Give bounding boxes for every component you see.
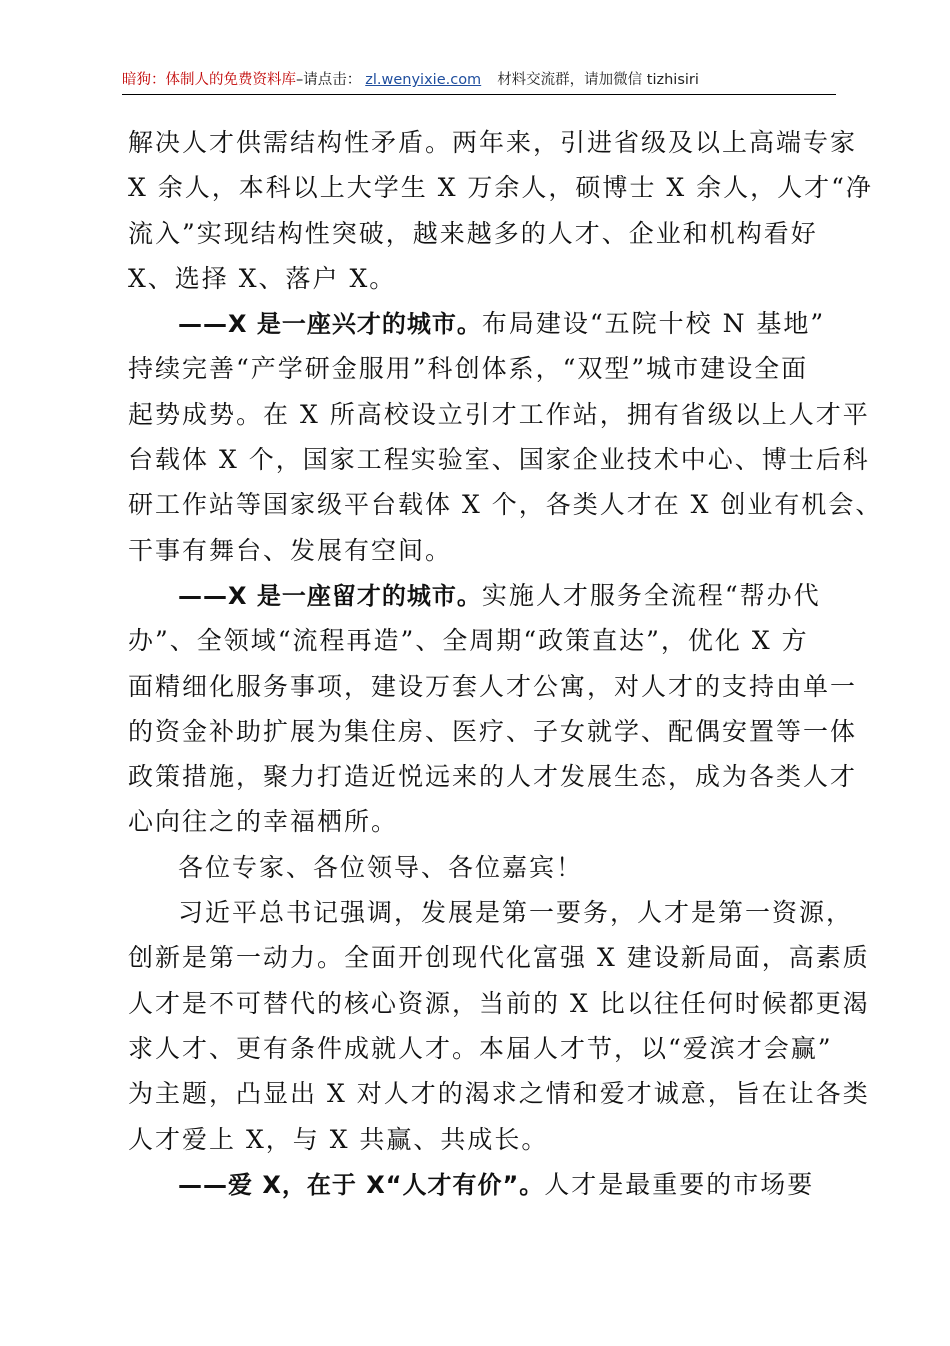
text-line: 心向往之的幸福栖所。 bbox=[128, 807, 399, 837]
click-prompt: –请点击： bbox=[296, 72, 362, 88]
text-line: 的资金补助扩展为集住房、医疗、子女就学、配偶安置等一体 bbox=[128, 716, 858, 746]
text-line: 政策措施，聚力打造近悦远来的人才发展生态，成为各类人才 bbox=[128, 762, 858, 792]
text-line: ——X 是一座兴才的城市。布局建设“五院十校 N 基地” bbox=[178, 309, 826, 339]
text-line: ——爱 X，在于 X“人才有价”。人才是最重要的市场要 bbox=[178, 1169, 815, 1199]
document-body bbox=[128, 120, 883, 1207]
section-heading: ——X 是一座兴才的城市。 bbox=[178, 310, 482, 339]
text-line: 为主题，凸显出 X 对人才的渴求之情和爱才诚意，旨在让各类 bbox=[128, 1079, 870, 1109]
text-line: 解决人才供需结构性矛盾。两年来，引进省级及以上高端专家 bbox=[128, 128, 858, 157]
text-line: 面精细化服务事项，建设万套人才公寓，对人才的支持由单一 bbox=[128, 671, 858, 701]
site-link[interactable]: zl.wenyixie.com bbox=[365, 72, 482, 88]
ad-text: 暗狗：体制人的免费资料库 bbox=[122, 72, 296, 88]
text-line: 人才是不可替代的核心资源，当前的 X 比以往任何时候都更渴 bbox=[128, 988, 870, 1018]
text-line: X 余人，本科以上大学生 X 万余人，硕博士 X 余人，人才“净 bbox=[128, 173, 873, 203]
text-line: ——X 是一座留才的城市。实施人才服务全流程“帮办代 bbox=[178, 580, 821, 610]
section-heading: ——爱 X，在于 X“人才有价”。 bbox=[178, 1170, 545, 1199]
section-heading: ——X 是一座留才的城市。 bbox=[178, 581, 482, 610]
text-line: 求人才、更有条件成就人才。本届人才节，以“爱滨才会赢” bbox=[128, 1033, 833, 1063]
text-line: 办”、全领域“流程再造”、全周期“政策直达”，优化 X 方 bbox=[128, 626, 809, 656]
text-line: 持续完善“产学研金服用”科创体系，“双型”城市建设全面 bbox=[128, 354, 809, 384]
wechat-group-text: 材料交流群，请加微信 tizhisiri bbox=[497, 72, 699, 88]
text-line: 人才爱上 X，与 X 共赢、共成长。 bbox=[128, 1124, 549, 1154]
text-line: 研工作站等国家级平台载体 X 个，各类人才在 X 创业有机会、 bbox=[128, 490, 883, 520]
text-line: 起势成势。在 X 所高校设立引才工作站，拥有省级以上人才平 bbox=[128, 399, 870, 429]
text-line: 干事有舞台、发展有空间。 bbox=[128, 535, 453, 565]
header-banner bbox=[122, 68, 836, 94]
text-line: 习近平总书记强调，发展是第一要务，人才是第一资源， bbox=[178, 898, 854, 928]
text-line: X、选择 X、落户 X。 bbox=[128, 263, 397, 293]
text-line: 台载体 X 个，国家工程实验室、国家企业技术中心、博士后科 bbox=[128, 445, 870, 475]
text-line: 流入”实现结构性突破，越来越多的人才、企业和机构看好 bbox=[128, 218, 818, 248]
text-line: 各位专家、各位领导、各位嘉宾！ bbox=[178, 852, 584, 882]
text-line: 创新是第一动力。全面开创现代化富强 X 建设新局面，高素质 bbox=[128, 943, 870, 973]
header-divider bbox=[122, 94, 836, 95]
